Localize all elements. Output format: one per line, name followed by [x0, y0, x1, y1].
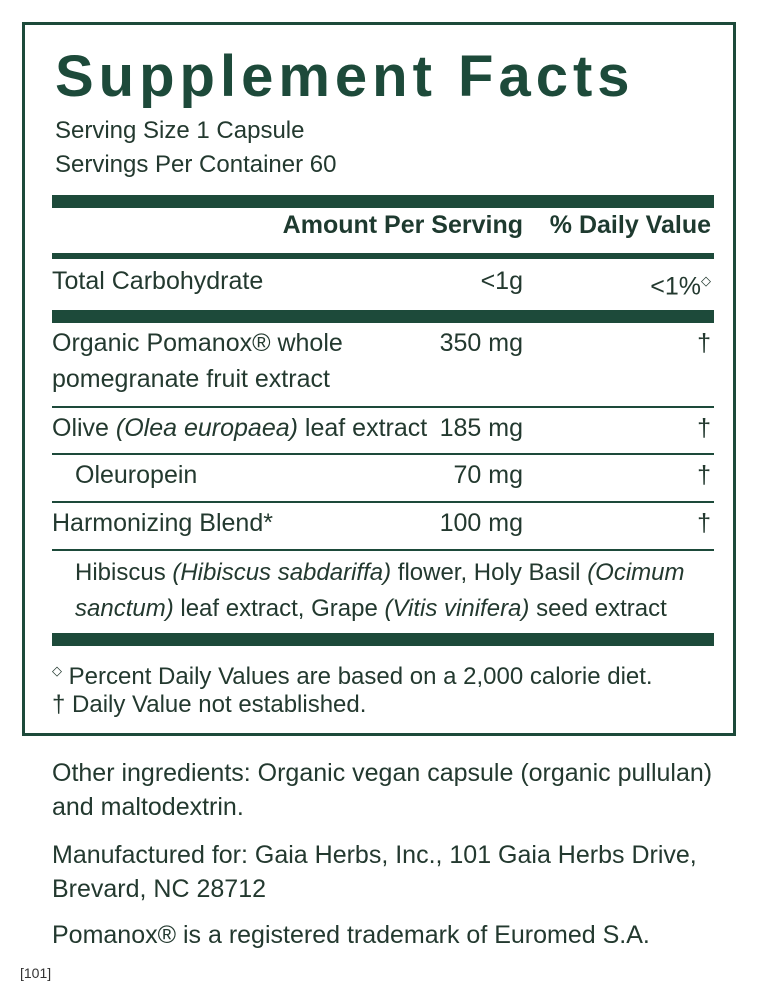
- footnote-dagger: † Daily Value not established.: [52, 691, 367, 718]
- daily-value-header: % Daily Value: [549, 211, 711, 239]
- row-name: Oleuropein: [75, 461, 198, 489]
- amount-per-serving-header: Amount Per Serving: [282, 211, 523, 239]
- thick-divider: [52, 633, 714, 646]
- thin-divider: [52, 453, 714, 455]
- thin-divider: [52, 549, 714, 551]
- servings-per-container: Servings Per Container 60: [55, 151, 337, 178]
- diamond-icon: ◇: [52, 663, 62, 678]
- row-dv: †: [697, 509, 711, 537]
- row-dv: <1%◇: [650, 272, 711, 301]
- thick-divider: [52, 310, 714, 323]
- row-amount: 100 mg: [439, 509, 523, 537]
- row-name: Organic Pomanox® whole: [52, 329, 343, 357]
- serving-size: Serving Size 1 Capsule: [55, 117, 305, 144]
- row-amount: 350 mg: [439, 329, 523, 357]
- thick-divider: [52, 195, 714, 208]
- row-name: Total Carbohydrate: [52, 267, 264, 295]
- thin-divider: [52, 501, 714, 503]
- supplement-facts-panel: [22, 22, 736, 736]
- row-name: Olive (Olea europaea) leaf extract: [52, 414, 428, 442]
- row-dv: †: [697, 414, 711, 442]
- thin-divider: [52, 406, 714, 408]
- diamond-icon: ◇: [701, 273, 711, 288]
- row-amount: 70 mg: [453, 461, 523, 489]
- blend-description-line1: Hibiscus (Hibiscus sabdariffa) flower, Holy Basil (Ocimum: [75, 559, 685, 586]
- row-amount: <1g: [480, 267, 523, 295]
- footnote-dv-basis: ◇ Percent Daily Values are based on a 2,000 calorie diet.: [52, 663, 653, 690]
- other-ingredients-line1: Other ingredients: Organic vegan capsule (organic pullulan): [52, 759, 713, 787]
- row-name: Harmonizing Blend*: [52, 509, 273, 537]
- medium-divider: [52, 253, 714, 259]
- label-code: [101]: [20, 965, 52, 981]
- row-name-cont: pomegranate fruit extract: [52, 365, 330, 393]
- panel-title: Supplement Facts: [55, 44, 635, 109]
- trademark-notice: Pomanox® is a registered trademark of Euromed S.A.: [52, 921, 650, 949]
- blend-description-line2: sanctum) leaf extract, Grape (Vitis vinifera) seed extract: [75, 595, 667, 622]
- row-dv: †: [697, 461, 711, 489]
- other-ingredients-line2: and maltodextrin.: [52, 793, 244, 821]
- row-dv: †: [697, 329, 711, 357]
- manufacturer-line1: Manufactured for: Gaia Herbs, Inc., 101 Gaia Herbs Drive,: [52, 841, 697, 869]
- manufacturer-line2: Brevard, NC 28712: [52, 875, 267, 903]
- row-amount: 185 mg: [439, 414, 523, 442]
